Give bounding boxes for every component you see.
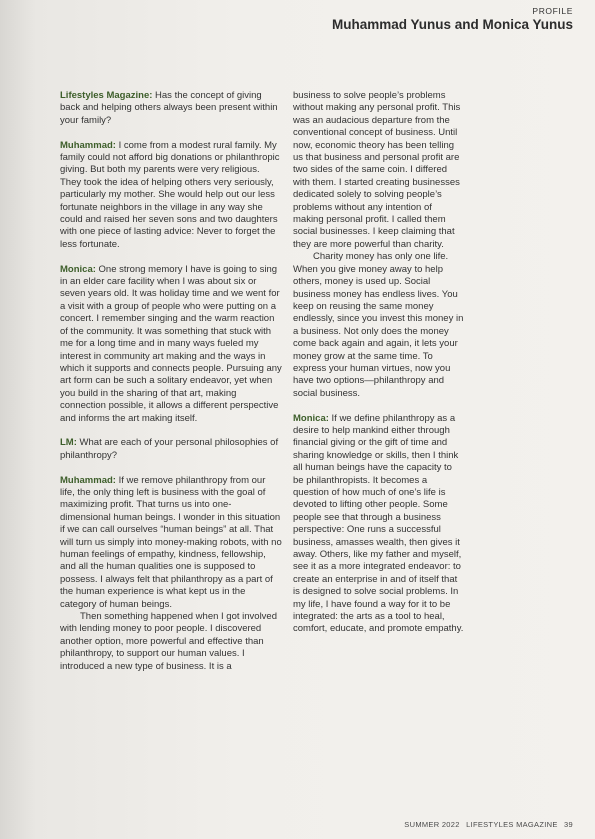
interview-paragraph xyxy=(293,413,465,636)
interview-paragraph xyxy=(293,90,465,251)
left-column xyxy=(60,90,282,673)
paragraph-text: I come from a modest rural family. My family could not afford big donations or philanthropic giving. But both my parents were very religious. They took the idea of helping others very seriously, particularly my mother. She would help out our less fortunate neighbors in the village in any way she could and raised her seven sons and two daughters with one piece of lasting advice: Never to forget the less fortunate. xyxy=(60,139,280,250)
section-label: PROFILE xyxy=(532,6,573,16)
interview-paragraph xyxy=(60,264,282,425)
speaker-label: Monica: xyxy=(293,412,329,424)
page-footer xyxy=(400,820,573,829)
interview-paragraph xyxy=(60,140,282,252)
paragraph-text: business to solve people’s problems without making any personal profit. This was an audacious departure from the conventional concept of business. Until now, economic theory has been telling us that business and personal profit are two sides of the same coin. I differed with them. I started creating businesses dedicated solely to solving people’s problems without any intention of making personal profit. I called them social businesses. I keep claiming that they are more powerful than charity. xyxy=(293,90,461,250)
page-number: 39 xyxy=(564,820,573,829)
speaker-label: Muhammad: xyxy=(60,139,116,151)
interview-paragraph xyxy=(60,437,282,462)
right-column xyxy=(293,90,465,636)
speaker-label: Muhammad: xyxy=(60,474,116,486)
paragraph-text: If we define philanthropy as a desire to help mankind either through financial giving or the gift of time and sharing knowledge or skills, then I think all human beings have the capacity to be philanthropists. It becomes a question of how much of one’s life is devoted to lifting other people. Some people see that through a business perspective: One runs a successful business, amasses wealth, then gives it away. Others, like my father and myself, see it as a more integrated endeavor: to create an enterprise in and of itself that is designed to solve social problems. In my life, I have found a way for it to be integrated: the arts as a tool to heal, comfort, educate, and promote empathy. xyxy=(293,412,464,635)
paragraph-text: Then something happened when I got involved with lending money to poor people. I discovered another option, more powerful and effective than philanthropy, to support our human values. I introduced a new type of business. It is a xyxy=(60,611,277,672)
page-header xyxy=(332,6,573,32)
footer-magazine: LIFESTYLES MAGAZINE xyxy=(466,820,558,829)
paragraph-text: Charity money has only one life. When you give money away to help others, money is used up. Social business money has endless lives. You keep on reusing the same money endlessly, since you invest this money in a business. Not only does the money come back again and again, it lets your money grow at the same time. To express your human virtues, now you have two options—philanthropy and social business. xyxy=(293,251,464,399)
footer-season: SUMMER 2022 xyxy=(404,820,460,829)
speaker-label: LM: xyxy=(60,437,77,449)
paragraph-text: What are each of your personal philosophies of philanthropy? xyxy=(60,437,279,461)
interview-paragraph xyxy=(60,90,282,127)
paragraph-text: One strong memory I have is going to sing in an elder care facility when I was about six or seven years old. It was holiday time and we went for a visit with a group of people who were putting on a concert. I remember singing and the warm reaction of the community. It was something that stuck with me for a long time and in many ways fueled my interest in community art making and the ways in which it supports and connects people. Pursuing any art form can be such a solitary endeavor, yet when you build in the sharing of that art, making connection possible, it allows a different perspective and informs the art making itself. xyxy=(60,263,282,424)
speaker-label: Lifestyles Magazine: xyxy=(60,90,153,101)
interview-paragraph xyxy=(60,611,282,673)
interview-paragraph xyxy=(293,251,465,400)
article-title: Muhammad Yunus and Monica Yunus xyxy=(331,17,573,32)
interview-paragraph xyxy=(60,475,282,611)
paragraph-text: Has the concept of giving back and helping others always been present within your family? xyxy=(60,90,278,126)
paragraph-text: If we remove philanthropy from our life, the only thing left is business with the goal of maximizing profit. That turns us into one-dimensional human beings. I wonder in this situation if we can call ourselves “human beings” at all. That will turn us simply into money-making robots, with no human feelings of empathy, kindness, fellowship, and all the human qualities one is supposed to possess. I always felt that philanthropy as a part of the human experience is what kept us in the category of human beings. xyxy=(60,474,282,610)
speaker-label: Monica: xyxy=(60,263,96,275)
